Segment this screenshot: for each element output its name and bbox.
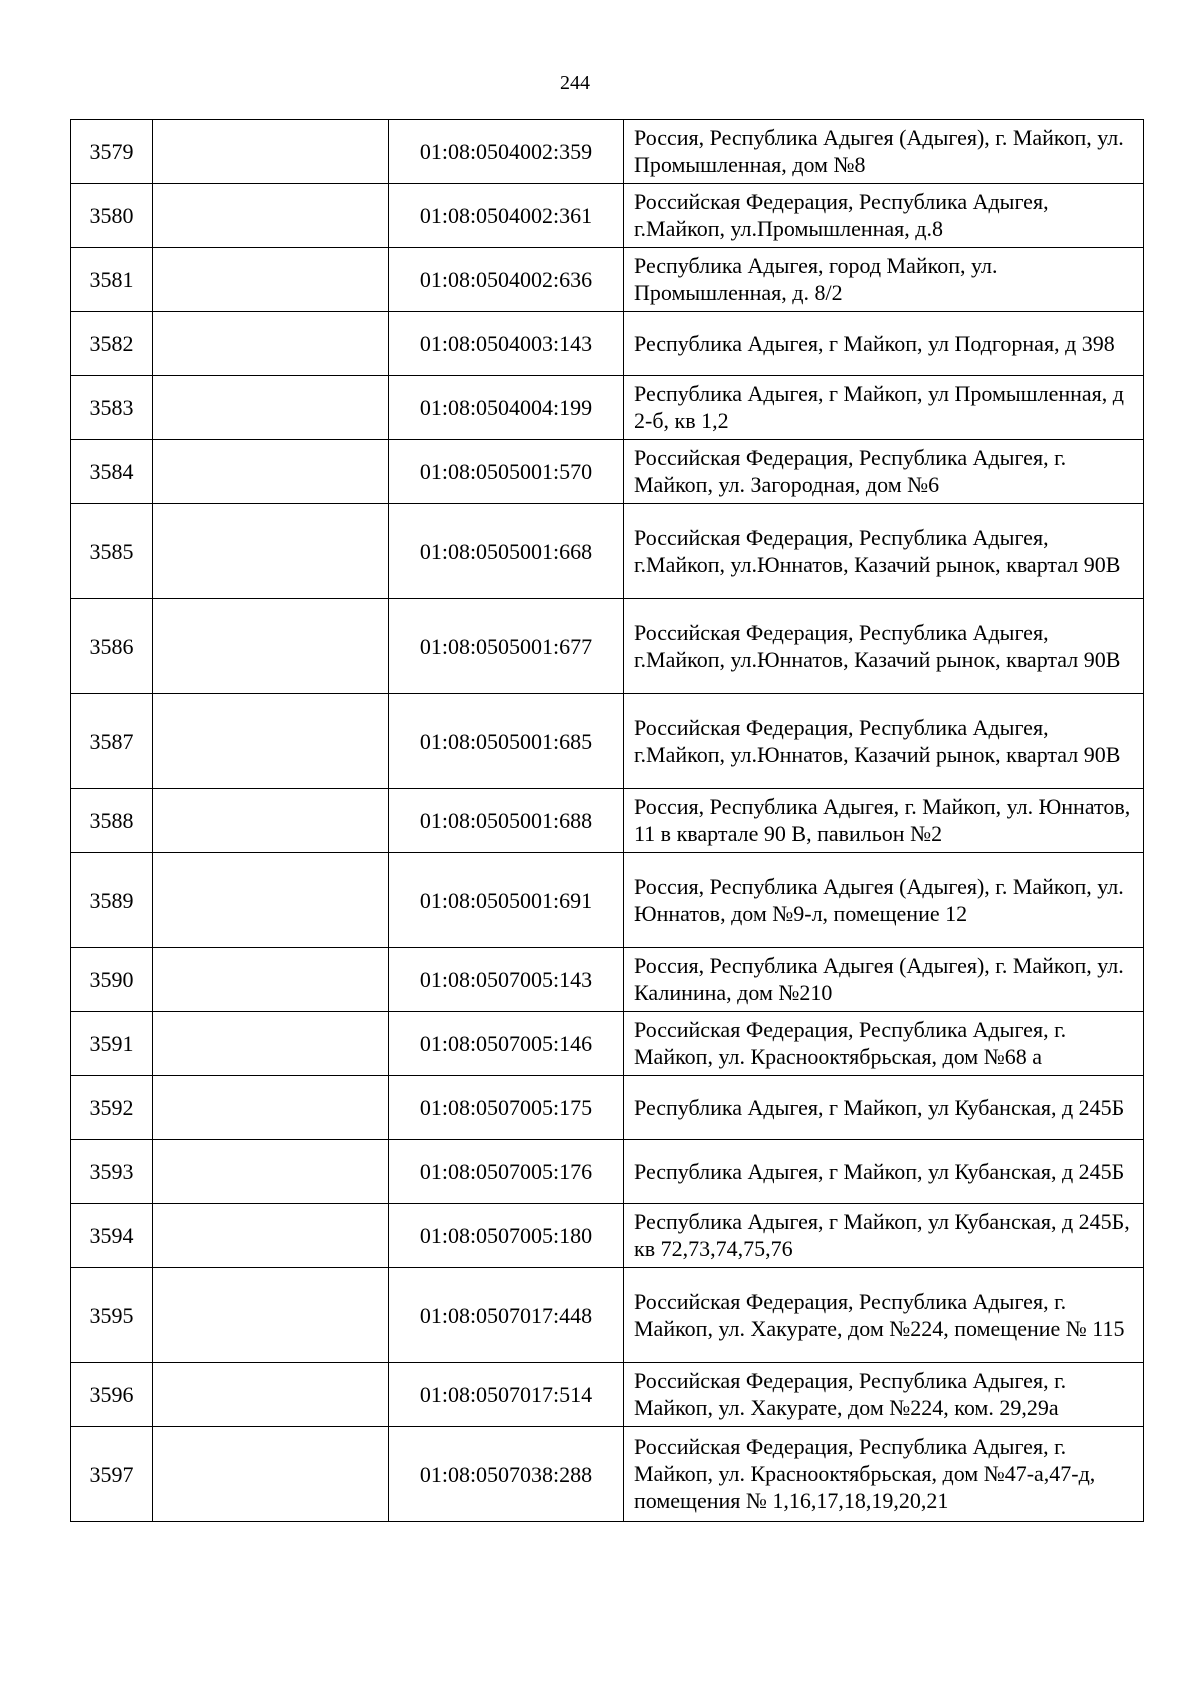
empty-cell	[153, 1204, 389, 1268]
cadastral-number-cell: 01:08:0505001:677	[389, 599, 624, 694]
row-number-cell: 3593	[71, 1140, 153, 1204]
table-row	[71, 376, 1144, 440]
table-body	[71, 120, 1144, 1522]
address-cell: Российская Федерация, Республика Адыгея, г. Майкоп, ул. Загородная, дом №6	[624, 440, 1144, 504]
row-number-cell: 3584	[71, 440, 153, 504]
table-row	[71, 120, 1144, 184]
address-cell: Россия, Республика Адыгея (Адыгея), г. Майкоп, ул. Юннатов, дом №9-л, помещение 12	[624, 853, 1144, 948]
address-cell: Российская Федерация, Республика Адыгея, г. Майкоп, ул. Краснооктябрьская, дом №47-а,47-д, помещения № 1,16,17,18,19,20,21	[624, 1427, 1144, 1522]
cadastral-number-cell: 01:08:0507038:288	[389, 1427, 624, 1522]
empty-cell	[153, 853, 389, 948]
row-number-cell: 3594	[71, 1204, 153, 1268]
address-cell: Россия, Республика Адыгея (Адыгея), г. Майкоп, ул. Промышленная, дом №8	[624, 120, 1144, 184]
row-number-cell: 3590	[71, 948, 153, 1012]
table-row	[71, 1204, 1144, 1268]
table-row	[71, 248, 1144, 312]
table-row	[71, 789, 1144, 853]
table-row	[71, 1268, 1144, 1363]
address-cell: Республика Адыгея, г Майкоп, ул Кубанская, д 245Б	[624, 1140, 1144, 1204]
row-number-cell: 3592	[71, 1076, 153, 1140]
table-row	[71, 1140, 1144, 1204]
cadastral-number-cell: 01:08:0505001:691	[389, 853, 624, 948]
empty-cell	[153, 599, 389, 694]
row-number-cell: 3589	[71, 853, 153, 948]
cadastral-number-cell: 01:08:0507005:143	[389, 948, 624, 1012]
cadastral-number-cell: 01:08:0505001:570	[389, 440, 624, 504]
table-row	[71, 1012, 1144, 1076]
address-cell: Республика Адыгея, г Майкоп, ул Подгорная, д 398	[624, 312, 1144, 376]
cadastral-number-cell: 01:08:0504002:359	[389, 120, 624, 184]
cadastral-number-cell: 01:08:0507005:175	[389, 1076, 624, 1140]
table-row	[71, 504, 1144, 599]
address-cell: Республика Адыгея, г Майкоп, ул Промышленная, д 2-б, кв 1,2	[624, 376, 1144, 440]
table-row	[71, 312, 1144, 376]
property-registry-table	[70, 119, 1144, 1522]
page-number: 244	[560, 72, 590, 94]
cadastral-number-cell: 01:08:0504003:143	[389, 312, 624, 376]
cadastral-number-cell: 01:08:0507017:448	[389, 1268, 624, 1363]
empty-cell	[153, 440, 389, 504]
cadastral-number-cell: 01:08:0505001:668	[389, 504, 624, 599]
empty-cell	[153, 312, 389, 376]
address-cell: Российская Федерация, Республика Адыгея, г. Майкоп, ул. Хакурате, дом №224, помещение № 115	[624, 1268, 1144, 1363]
empty-cell	[153, 1363, 389, 1427]
address-cell: Россия, Республика Адыгея, г. Майкоп, ул. Юннатов, 11 в квартале 90 В, павильон №2	[624, 789, 1144, 853]
row-number-cell: 3587	[71, 694, 153, 789]
cadastral-number-cell: 01:08:0504002:636	[389, 248, 624, 312]
row-number-cell: 3586	[71, 599, 153, 694]
row-number-cell: 3582	[71, 312, 153, 376]
table-row	[71, 853, 1144, 948]
address-cell: Российская Федерация, Республика Адыгея, г.Майкоп, ул.Юннатов, Казачий рынок, квартал 90В	[624, 599, 1144, 694]
cadastral-number-cell: 01:08:0507017:514	[389, 1363, 624, 1427]
empty-cell	[153, 1140, 389, 1204]
row-number-cell: 3580	[71, 184, 153, 248]
row-number-cell: 3595	[71, 1268, 153, 1363]
row-number-cell: 3585	[71, 504, 153, 599]
cadastral-number-cell: 01:08:0507005:180	[389, 1204, 624, 1268]
address-cell: Российская Федерация, Республика Адыгея, г.Майкоп, ул.Юннатов, Казачий рынок, квартал 90В	[624, 504, 1144, 599]
address-cell: Российская Федерация, Республика Адыгея, г. Майкоп, ул. Краснооктябрьская, дом №68 а	[624, 1012, 1144, 1076]
address-cell: Республика Адыгея, г Майкоп, ул Кубанская, д 245Б, кв 72,73,74,75,76	[624, 1204, 1144, 1268]
empty-cell	[153, 184, 389, 248]
empty-cell	[153, 248, 389, 312]
row-number-cell: 3597	[71, 1427, 153, 1522]
empty-cell	[153, 948, 389, 1012]
row-number-cell: 3596	[71, 1363, 153, 1427]
row-number-cell: 3588	[71, 789, 153, 853]
row-number-cell: 3579	[71, 120, 153, 184]
cadastral-number-cell: 01:08:0504002:361	[389, 184, 624, 248]
table-row	[71, 1076, 1144, 1140]
cadastral-number-cell: 01:08:0505001:685	[389, 694, 624, 789]
table-row	[71, 184, 1144, 248]
cadastral-number-cell: 01:08:0507005:146	[389, 1012, 624, 1076]
table-row	[71, 599, 1144, 694]
row-number-cell: 3591	[71, 1012, 153, 1076]
table-row	[71, 1427, 1144, 1522]
empty-cell	[153, 1427, 389, 1522]
row-number-cell: 3581	[71, 248, 153, 312]
empty-cell	[153, 1268, 389, 1363]
empty-cell	[153, 1012, 389, 1076]
empty-cell	[153, 504, 389, 599]
empty-cell	[153, 1076, 389, 1140]
empty-cell	[153, 120, 389, 184]
address-cell: Республика Адыгея, город Майкоп, ул. Промышленная, д. 8/2	[624, 248, 1144, 312]
address-cell: Российская Федерация, Республика Адыгея, г.Майкоп, ул.Промышленная, д.8	[624, 184, 1144, 248]
empty-cell	[153, 376, 389, 440]
address-cell: Российская Федерация, Республика Адыгея, г. Майкоп, ул. Хакурате, дом №224, ком. 29,29а	[624, 1363, 1144, 1427]
table-row	[71, 694, 1144, 789]
row-number-cell: 3583	[71, 376, 153, 440]
cadastral-number-cell: 01:08:0504004:199	[389, 376, 624, 440]
table-row	[71, 948, 1144, 1012]
cadastral-number-cell: 01:08:0507005:176	[389, 1140, 624, 1204]
table-row	[71, 1363, 1144, 1427]
address-cell: Республика Адыгея, г Майкоп, ул Кубанская, д 245Б	[624, 1076, 1144, 1140]
cadastral-number-cell: 01:08:0505001:688	[389, 789, 624, 853]
empty-cell	[153, 789, 389, 853]
address-cell: Российская Федерация, Республика Адыгея, г.Майкоп, ул.Юннатов, Казачий рынок, квартал 90В	[624, 694, 1144, 789]
table-row	[71, 440, 1144, 504]
empty-cell	[153, 694, 389, 789]
address-cell: Россия, Республика Адыгея (Адыгея), г. Майкоп, ул. Калинина, дом №210	[624, 948, 1144, 1012]
